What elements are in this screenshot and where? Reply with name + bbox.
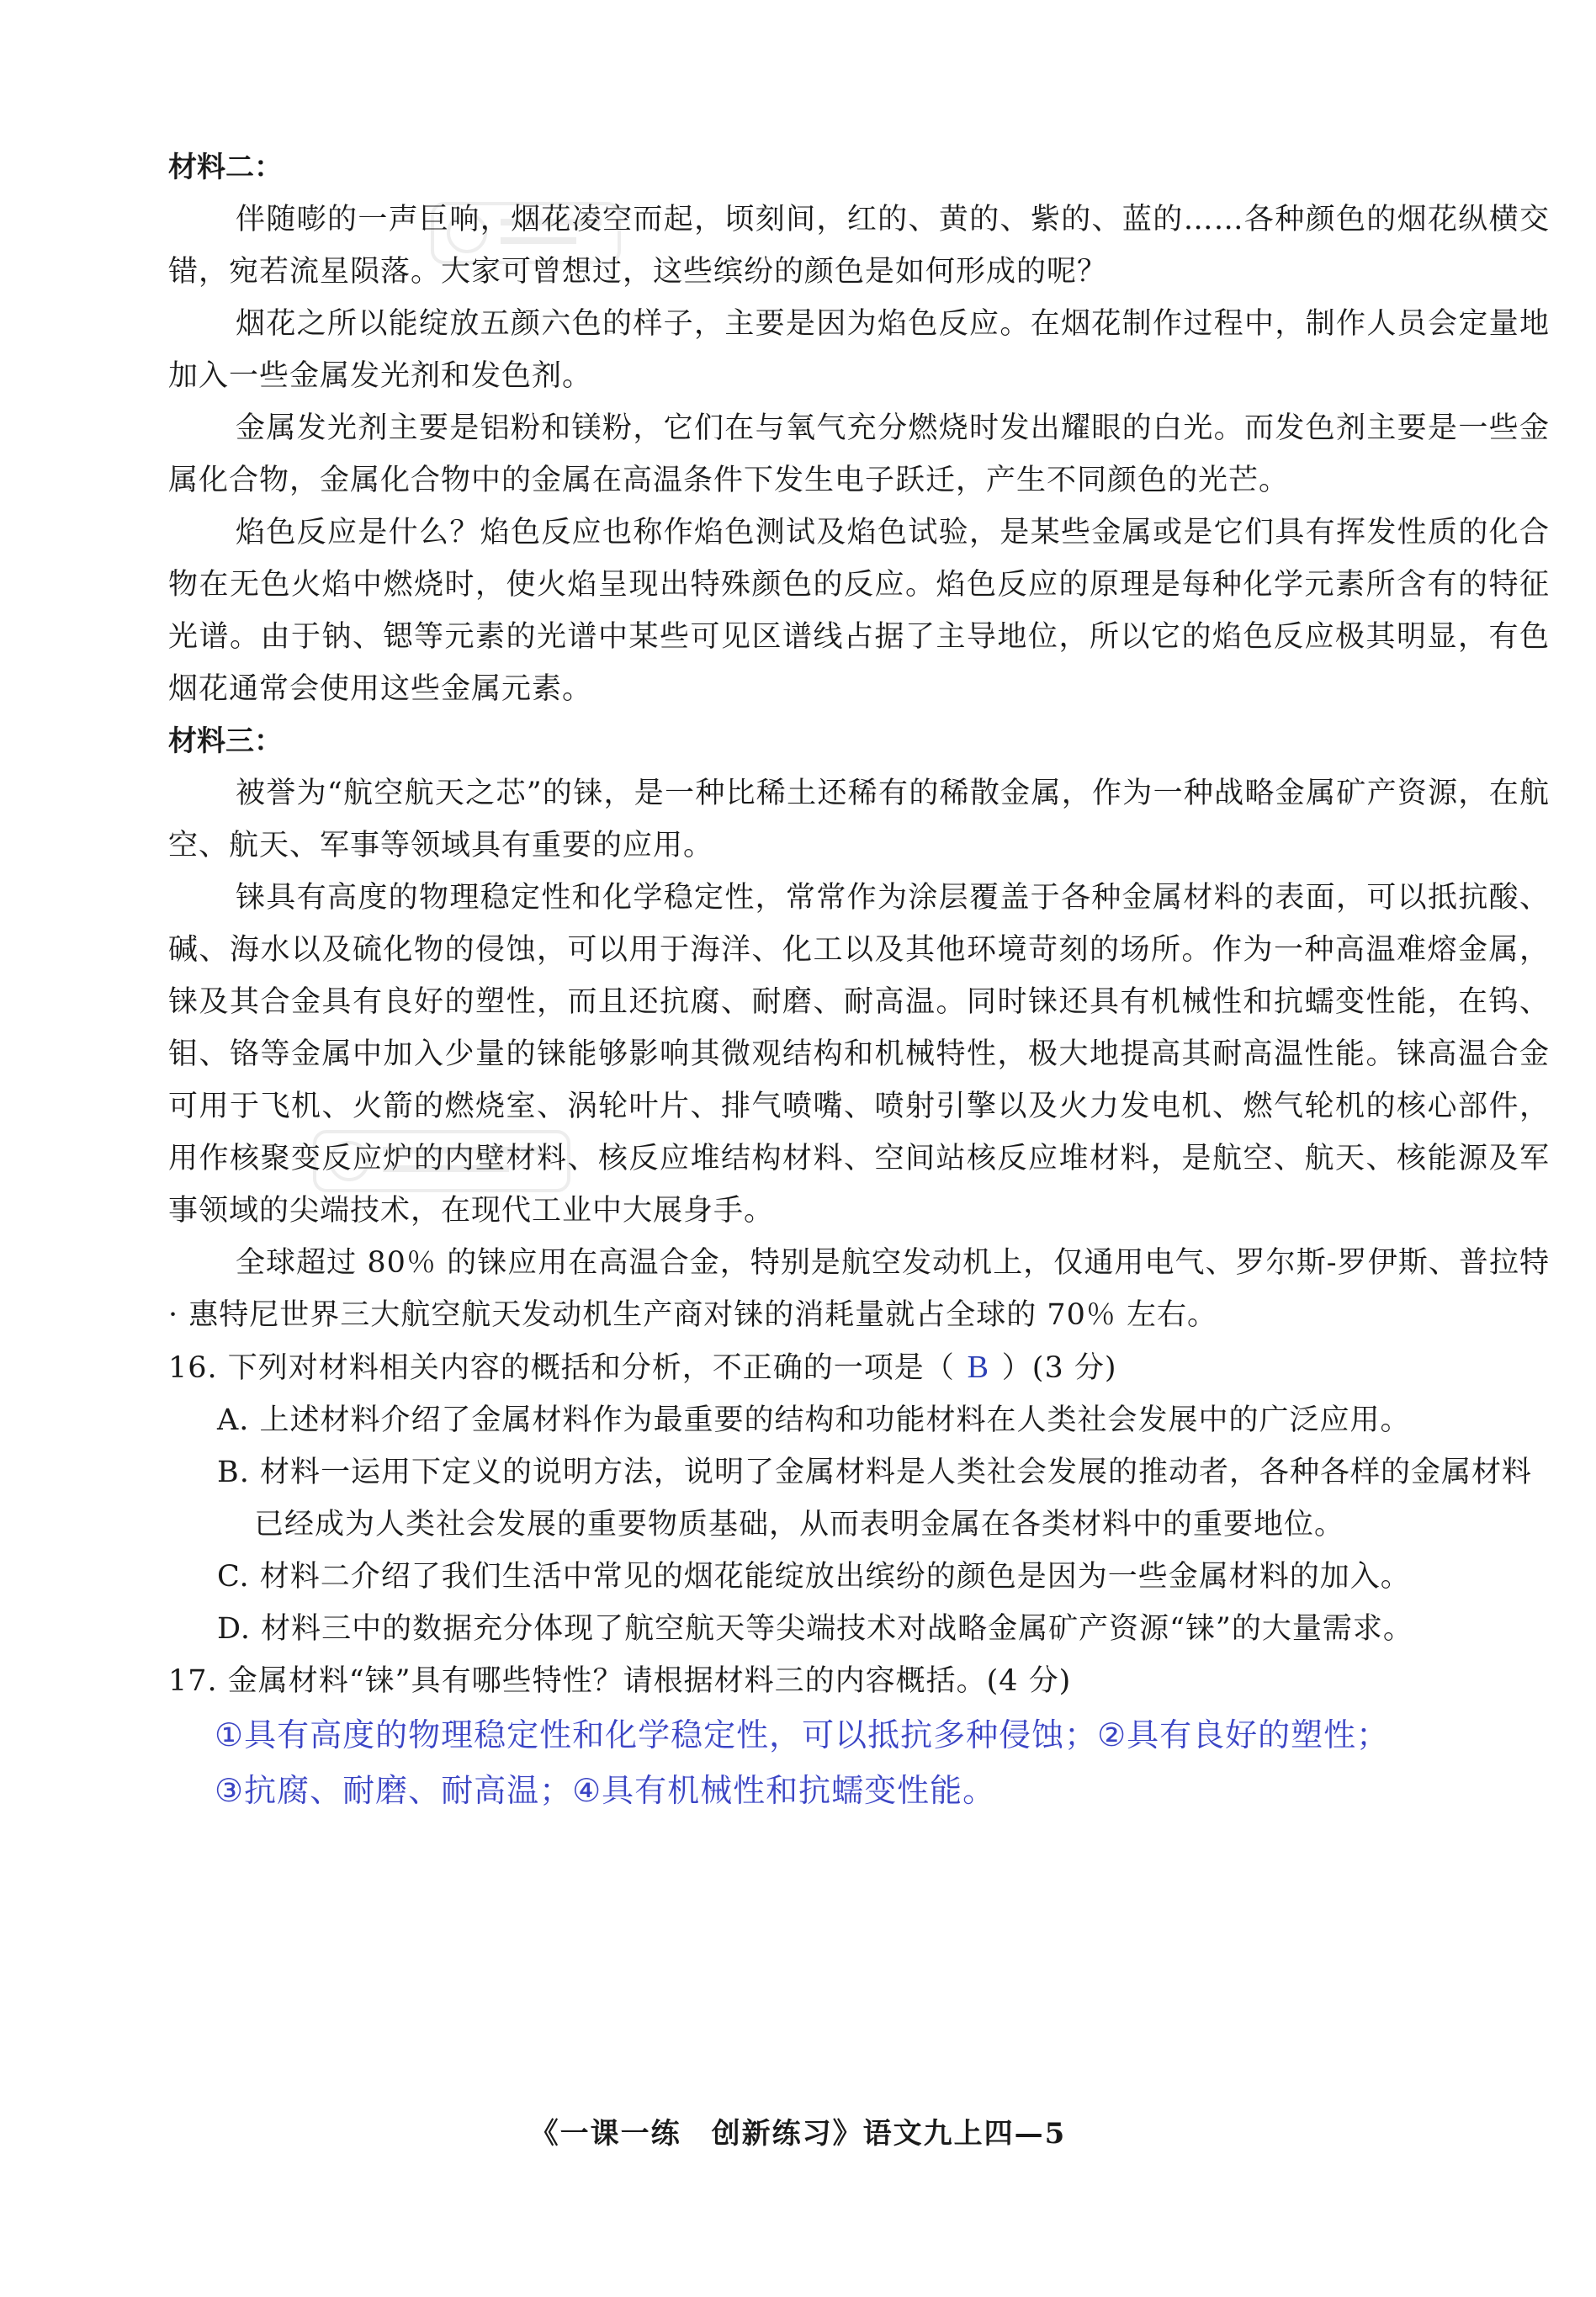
- material2-paragraph: 伴随嘭的一声巨响，烟花凌空而起，顷刻间，红的、黄的、紫的、蓝的……各种颜色的烟花纵横交错，宛若流星陨落。大家可曾想过，这些缤纷的颜色是如何形成的呢？: [168, 203, 1550, 289]
- question-17-stem: 17. 金属材料“铼”具有哪些特性？请根据材料三的内容概括。(4 分): [168, 1664, 1072, 1698]
- material2-paragraph: 金属发光剂主要是铝粉和镁粉，它们在与氧气充分燃烧时发出耀眼的白光。而发色剂主要是一些金属化合物，金属化合物中的金属在高温条件下发生电子跃迁，产生不同颜色的光芒。: [168, 411, 1550, 497]
- material3-paragraph: 铼具有高度的物理稳定性和化学稳定性，常常作为涂层覆盖于各种金属材料的表面，可以抵抗酸、碱、海水以及硫化物的侵蚀，可以用于海洋、化工以及其他环境苛刻的场所。作为一种高温难熔金属，铼及其合金具有良好的塑性，而且还抗腐、耐磨、耐高温。同时铼还具有机械性和抗蠕变性能，在钨、钼、铬等金属中加入少量的铼能够影响其微观结构和机械特性，极大地提高其耐高温性能。铼高温合金可用于飞机、火箭的燃烧室、涡轮叶片、排气喷嘴、喷射引擎以及火力发电机、燃气轮机的核心部件，用作核聚变反应炉的内壁材料、核反应堆结构材料、空间站核反应堆材料，是航空、航天、核能源及军事领域的尖端技术，在现代工业中大展身手。: [168, 881, 1550, 1228]
- material2-paragraph: 焰色反应是什么？焰色反应也称作焰色测试及焰色试验，是某些金属或是它们具有挥发性质的化合物在无色火焰中燃烧时，使火焰呈现出特殊颜色的反应。焰色反应的原理是每种化学元素所含有的特征光谱。由于钠、锶等元素的光谱中某些可见区谱线占据了主导地位，所以它的焰色反应极其明显，有色烟花通常会使用这些金属元素。: [168, 516, 1550, 706]
- question-16-stem: [168, 1341, 1550, 1394]
- material3-paragraph: 被誉为“航空航天之芯”的铼，是一种比稀土还稀有的稀散金属，作为一种战略金属矿产资源，在航空、航天、军事等领域具有重要的应用。: [168, 777, 1550, 862]
- question-16-stem-before: 16. 下列对材料相关内容的概括和分析，不正确的一项是（: [168, 1351, 955, 1385]
- question-16-option-c: C. 材料二介绍了我们生活中常见的烟花能绽放出缤纷的颜色是因为一些金属材料的加入。: [217, 1560, 1411, 1594]
- material2-heading: 材料二：: [168, 151, 283, 184]
- page-footer: 《一课一练 创新练习》语文九上四—5: [529, 2117, 1067, 2151]
- material3-heading: 材料三：: [168, 724, 283, 758]
- material3-paragraph: 全球超过 80％ 的铼应用在高温合金，特别是航空发动机上，仅通用电气、罗尔斯-罗伊斯、普拉特 · 惠特尼世界三大航空航天发动机生产商对铼的消耗量就占全球的 70％ 左右。: [168, 1246, 1550, 1332]
- question-16-answer: B: [967, 1350, 989, 1385]
- question-17-answer: [168, 1707, 1550, 1818]
- material2-paragraph: 烟花之所以能绽放五颜六色的样子，主要是因为焰色反应。在烟花制作过程中，制作人员会定量地加入一些金属发光剂和发色剂。: [168, 307, 1550, 393]
- question-16-option-d: D. 材料三中的数据充分体现了航空航天等尖端技术对战略金属矿产资源“铼”的大量需求。: [217, 1612, 1413, 1646]
- question-17-answer-line: ③抗腐、耐磨、耐高温；④具有机械性和抗蠕变性能。: [215, 1772, 996, 1809]
- question-16-stem-after: ）(3 分): [1001, 1351, 1117, 1385]
- question-16-option-a: A. 上述材料介绍了金属材料作为最重要的结构和功能材料在人类社会发展中的广泛应用。: [217, 1403, 1411, 1437]
- page-content: [168, 141, 1550, 1818]
- question-17-answer-line: ①具有高度的物理稳定性和化学稳定性，可以抵抗多种侵蚀；②具有良好的塑性；: [215, 1716, 1390, 1753]
- question-16-option-b: B. 材料一运用下定义的说明方法，说明了金属材料是人类社会发展的推动者，各种各样的金属材料已经成为人类社会发展的重要物质基础，从而表明金属在各类材料中的重要地位。: [217, 1456, 1532, 1541]
